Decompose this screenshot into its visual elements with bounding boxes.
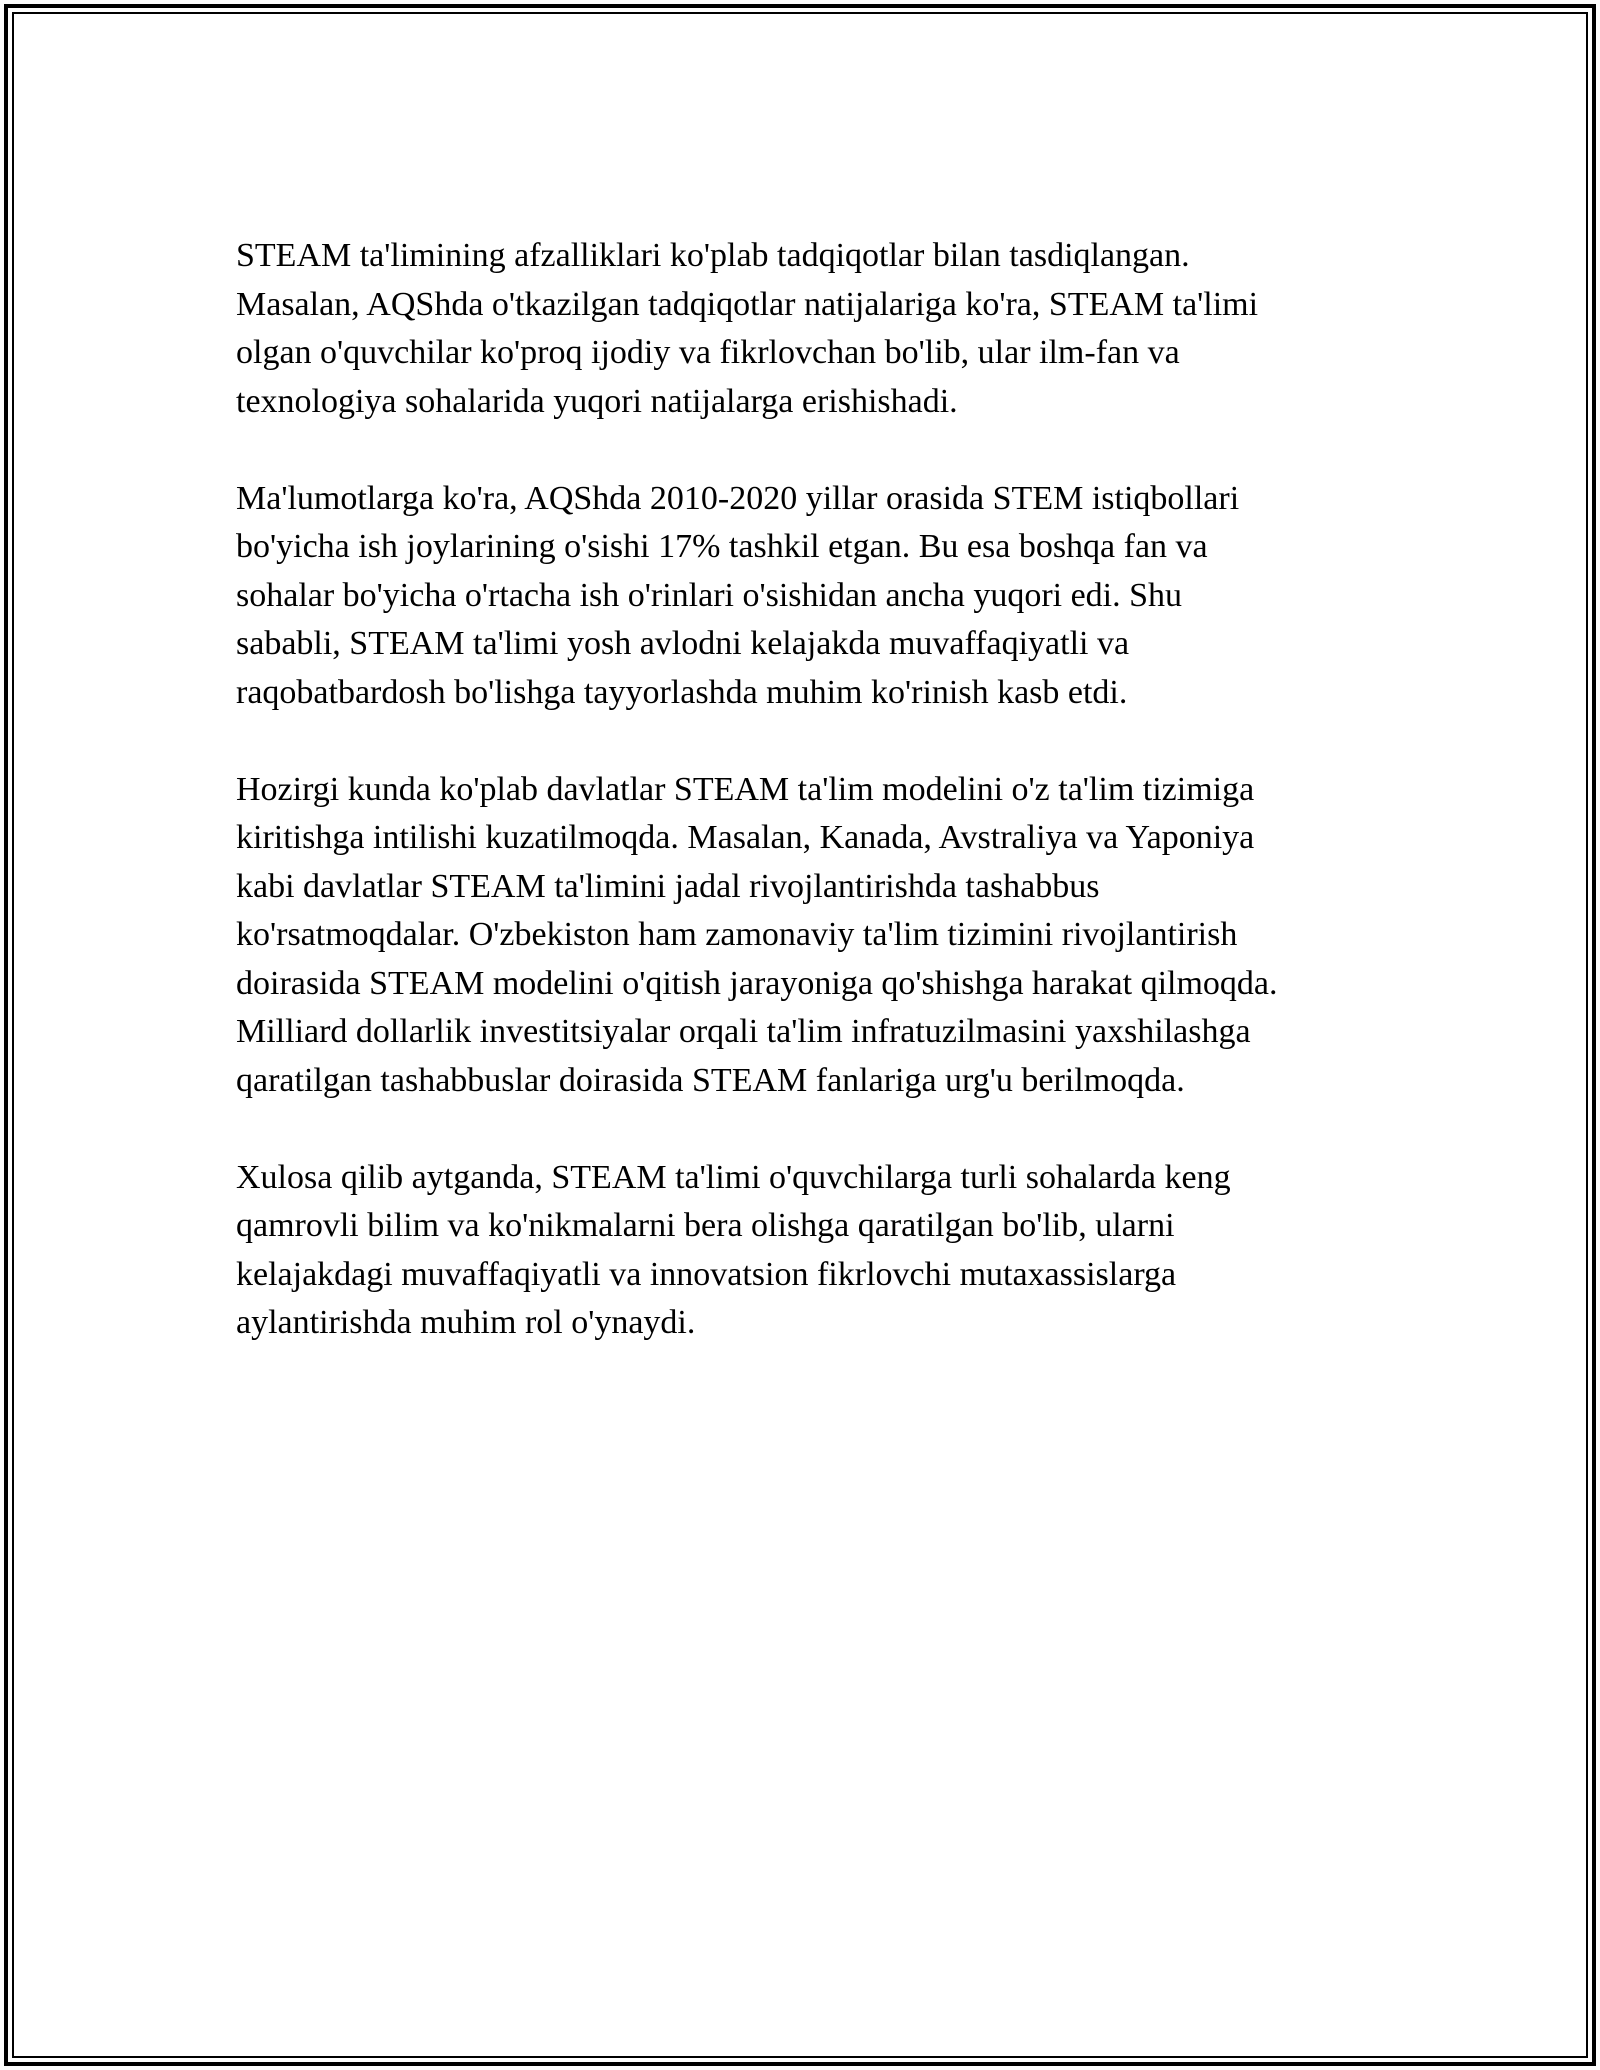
text-line: texnologiya sohalarida yuqori natijalarga erishishadi. [236, 382, 958, 420]
text-line: ko'rsatmoqdalar. O'zbekiston ham zamonaviy ta'lim tizimini rivojlantirish [236, 916, 1238, 953]
text-line: Hozirgi kunda ko'plab davlatlar STEAM ta'lim modelini o'z ta'lim tizimiga [236, 770, 1255, 808]
text-line: kiritishga intilishi kuzatilmoqda. Masalan, Kanada, Avstraliya va Yaponiya [236, 819, 1255, 856]
text-line: doirasida STEAM modelini o'qitish jarayoniga qo'shishga harakat qilmoqda. [236, 964, 1278, 1002]
text-line: Milliard dollarlik investitsiyalar orqali ta'lim infratuzilmasini yaxshilashga [236, 1013, 1251, 1050]
text-line: sohalar bo'yicha o'rtacha ish o'rinlari o'sishidan ancha yuqori edi. Shu [236, 576, 1183, 614]
text-line: olgan o'quvchilar ko'proq ijodiy va fikrlovchan bo'lib, ular ilm-fan va [236, 334, 1180, 371]
paragraph-2 [236, 475, 1376, 718]
text-line: Ma'lumotlarga ko'ra, AQShda 2010-2020 yillar orasida STEM istiqbollari [236, 479, 1240, 517]
text-line: STEAM ta'limining afzalliklari ko'plab tadqiqotlar bilan tasdiqlangan. [236, 237, 1190, 274]
text-line: kabi davlatlar STEAM ta'limini jadal rivojlantirishda tashabbus [236, 867, 1100, 905]
text-line: sababli, STEAM ta'limi yosh avlodni kelajakda muvaffaqiyatli va [236, 625, 1130, 662]
paragraph-3 [236, 766, 1376, 1106]
text-line: kelajakdagi muvaffaqiyatli va innovatsion fikrlovchi mutaxassislarga [236, 1255, 1177, 1293]
text-line: Xulosa qilib aytganda, STEAM ta'limi o'quvchilarga turli sohalarda keng [236, 1158, 1231, 1196]
paragraph-1 [236, 232, 1376, 426]
document-body [236, 232, 1376, 1396]
text-line: aylantirishda muhim rol o'ynaydi. [236, 1304, 696, 1341]
paragraph-4 [236, 1154, 1376, 1348]
text-line: raqobatbardosh bo'lishga tayyorlashda muhim ko'rinish kasb etdi. [236, 673, 1128, 711]
text-line: qaratilgan tashabbuslar doirasida STEAM fanlariga urg'u berilmoqda. [236, 1061, 1185, 1099]
text-line: Masalan, AQShda o'tkazilgan tadqiqotlar natijalariga ko'ra, STEAM ta'limi [236, 285, 1259, 323]
text-line: bo'yicha ish joylarining o'sishi 17% tashkil etgan. Bu esa boshqa fan va [236, 528, 1208, 565]
text-line: qamrovli bilim va ko'nikmalarni bera olishga qaratilgan bo'lib, ularni [236, 1207, 1175, 1244]
